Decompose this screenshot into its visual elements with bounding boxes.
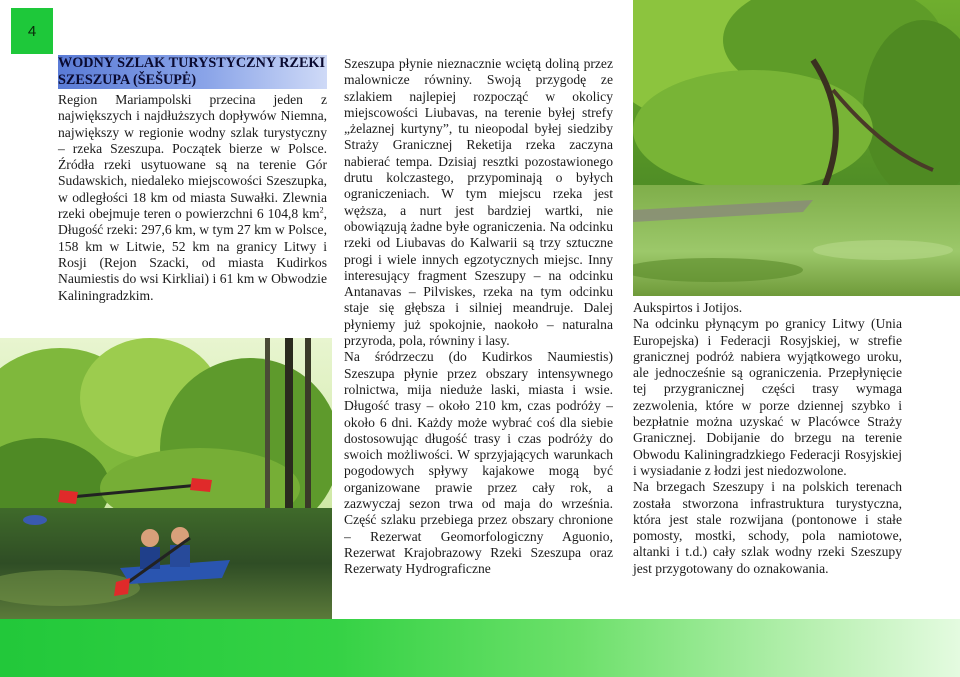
route-paragraph-1: Szeszupa płynie nieznacznie wciętą doliną przez malownicze równiny. Swoją przygodę ze szlakiem najlepiej rozpocząć w okolicy miejscowości Liubavas, na terenie byłej strefy „żelaznej kurtyny”, tu nieopodal byłej siedziby Straży Granicznej Reketija rzeka zaczyna nabierać tempa. Dzisiaj resztki pozostawionego drutu kolczastego, przypominają o byłych ograniczeniach. W tym miejscu rzeka jest węższa, a nurt jest bardziej wartki, nie obowiązują żadne byłe ograniczenia. Na odcinku rzeki od Liubavas do Kalwarii są trzy sztuczne progi i wiele innych egzotycznych miejsc. Inny interesujący fragment Szeszupy – na odcinku Antanavas – Pilviskes, rzeka na tym odcinku staje się głębsza i silniej meandruje. Dalej płyniemy już spokojnie, naokoło – naturalna przyroda, pola, równiny i lasy. (344, 56, 613, 349)
infrastructure-paragraph: Na brzegach Szeszupy i na polskich terenach została stworzona infrastruktura turystyczna, która jest stale rozwijana (pontonowe i stałe pomosty, mostki, schody, pola namiotowe, altanki i t.d.) cały szlak wodny rzeki Szeszupy jest przygotowany do oznakowania. (633, 479, 902, 576)
intro-paragraph (58, 92, 327, 304)
text-column-3 (633, 300, 902, 577)
river-photo-image (633, 0, 960, 296)
footer-gradient-band (0, 619, 960, 677)
reserves-continued: Aukspirtos i Jotijos. (633, 300, 743, 315)
border-paragraph: Na odcinku płynącym po granicy Litwy (Unia Europejska) i Federacji Rosyjskiej, w strefie granicznej podróż nabiera wyjątkowego uroku, ale jednocześnie są ograniczenia. Przepłynięcie tej przygranicznej części trasy wymaga zezwolenia, które w porze dziennej szybko i bezpłatnie można uzyskać w Placówce Straży Granicznej. Dobijanie do brzegu na terenie Obwodu Kaliningradzkiego Federacji Rosyjskiej i wysiadanie z łodzi jest niedozwolone. (633, 316, 902, 478)
route-paragraph-2: Na śródrzeczu (do Kudirkos Naumiestis) Szeszupa płynie przez obszary intensywnego rolnictwa, mija nieduże laski, miasta i wsie. Długość trasy – około 210 km, czas podróży – około 6 dni. Każdy może wybrać coś dla siebie dostosowując długość trasy i czas podróży do swoich możliwości. W sprzyjających warunkach pogodowych spływy kajakowe mogą być organizowane prawie przez cały rok, a zazwyczaj sezon trwa od maja do września. Część szlaku przebiega przez obszary chronione – Rezerwat Geomorfologiczny Aguonio, Rezerwat Krajobrazowy Rzeki Szeszupa oraz Rezerwaty Hydrograficzne (344, 349, 613, 577)
page-number-box (11, 8, 53, 54)
text-column-1 (58, 55, 327, 304)
page-number: 4 (27, 22, 37, 40)
intro-text: Region Mariampolski przecina jeden z największych i najdłuższych dopływów Niemna, największy w regionie wodny szlak turystyczny – rzeka Szeszupa. Początek bierze w Polsce. Źródła rzeki usytuowane są na terenie Gór Sudawskich, niedaleko miejscowości Szeszupka, w odległości 18 km od miasta Suwałki. Zlewnia rzeki obejmuje teren o powierzchni 6 104,8 km (58, 92, 327, 222)
kayak-photo-image (0, 338, 332, 619)
kayak-photo (0, 338, 332, 619)
intro-text-continued: , Długość rzeki: 297,6 km, w tym 27 km w Polsce, 158 km w Litwie, 52 km na granicy Litwy i Rosji (Rejon Szacki, od miasta Kudirkos Naumiestis do wsi Kirkliai) i 61 km w Obwodzie Kaliningradzkim. (58, 206, 327, 303)
river-photo (633, 0, 960, 296)
article-title: WODNY SZLAK TURYSTYCZNY RZEKI SZESZUPA (ŠEŠUPĖ) (58, 55, 325, 88)
text-column-2 (344, 56, 613, 619)
area-unit-superscript: 2 (319, 205, 324, 215)
